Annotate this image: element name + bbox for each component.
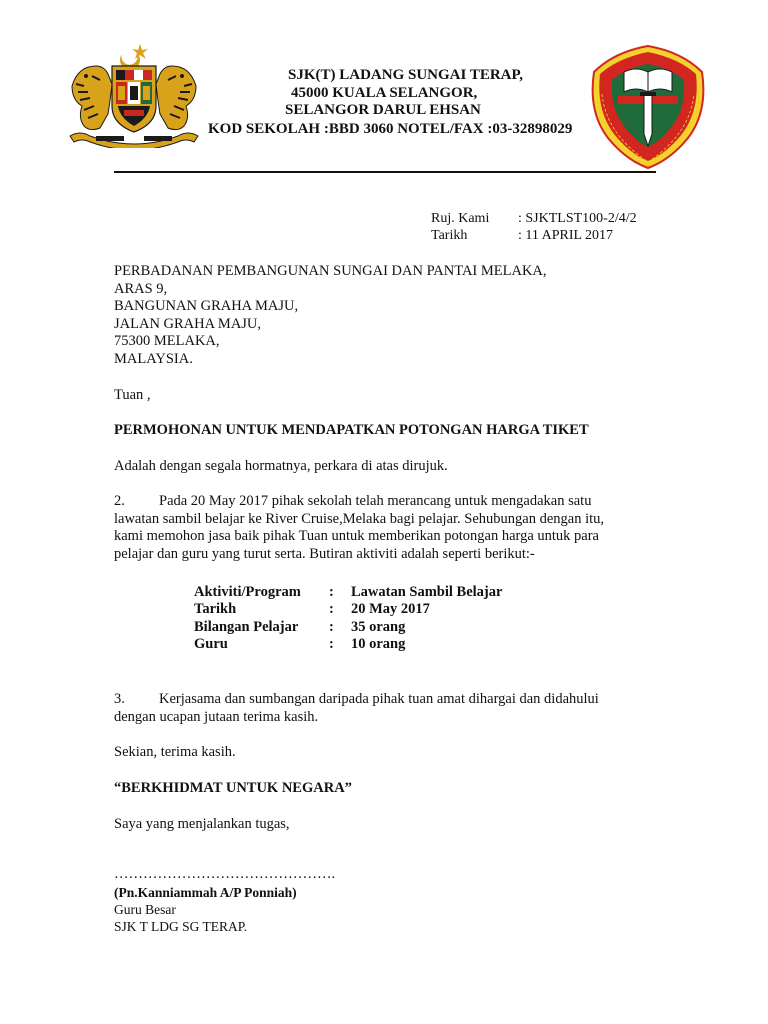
para2-line: pelajar dan guru yang turut serta. Butiran aktiviti adalah seperti berikut:- <box>114 546 535 562</box>
para2-line: kami memohon jasa baik pihak Tuan untuk memberikan potongan harga untuk para <box>114 528 599 544</box>
detail-value: 10 orang <box>351 636 406 652</box>
detail-label: Guru <box>194 636 228 652</box>
school-badge-icon <box>588 42 708 170</box>
ruj-value: : SJKTLST100-2/4/2 <box>518 211 637 226</box>
para2-line: Pada 20 May 2017 pihak sekolah telah merancang untuk mengadakan satu <box>159 493 592 509</box>
signatory-school: SJK T LDG SG TERAP. <box>114 919 248 934</box>
recipient-line: BANGUNAN GRAHA MAJU, <box>114 298 299 314</box>
detail-colon: : <box>329 636 334 652</box>
para2-line: lawatan sambil belajar ke River Cruise,Melaka bagi pelajar. Sehubungan dengan itu, <box>114 511 605 527</box>
para3-line: dengan ucapan jutaan terima kasih. <box>114 709 319 725</box>
school-state: SELANGOR DARUL EHSAN <box>285 102 481 118</box>
coat-of-arms-icon <box>66 40 202 148</box>
header-divider <box>114 171 656 173</box>
detail-colon: : <box>329 601 334 617</box>
ruj-label: Ruj. Kami <box>431 211 490 226</box>
subject-heading: PERMOHONAN UNTUK MENDAPATKAN POTONGAN HARGA TIKET <box>114 422 589 438</box>
detail-label: Aktiviti/Program <box>194 584 301 600</box>
recipient-line: 75300 MELAKA, <box>114 333 220 349</box>
signatory-name: (Pn.Kanniammah A/P Ponniah) <box>114 885 297 900</box>
duty-line: Saya yang menjalankan tugas, <box>114 816 290 832</box>
detail-colon: : <box>329 584 334 600</box>
recipient-line: PERBADANAN PEMBANGUNAN SUNGAI DAN PANTAI MELAKA, <box>114 263 547 279</box>
para2-number: 2. <box>114 493 125 509</box>
tarikh-value: : 11 APRIL 2017 <box>518 228 614 243</box>
motto: “BERKHIDMAT UNTUK NEGARA” <box>114 780 352 796</box>
detail-value: Lawatan Sambil Belajar <box>351 584 503 600</box>
detail-value: 20 May 2017 <box>351 601 430 617</box>
detail-label: Bilangan Pelajar <box>194 619 299 635</box>
salutation: Tuan , <box>114 387 151 403</box>
detail-colon: : <box>329 619 334 635</box>
school-name: SJK(T) LADANG SUNGAI TERAP, <box>288 67 524 83</box>
opening-sentence: Adalah dengan segala hormatnya, perkara di atas dirujuk. <box>114 458 448 474</box>
detail-value: 35 orang <box>351 619 406 635</box>
para3-number: 3. <box>114 691 125 707</box>
closing: Sekian, terima kasih. <box>114 744 236 760</box>
school-code-phone: KOD SEKOLAH :BBD 3060 NOTEL/FAX :03-32898029 <box>208 121 573 137</box>
recipient-line: JALAN GRAHA MAJU, <box>114 316 262 332</box>
para3-line: Kerjasama dan sumbangan daripada pihak tuan amat dihargai dan didahului <box>159 691 599 707</box>
signatory-title: Guru Besar <box>114 902 176 917</box>
school-postcode-city: 45000 KUALA SELANGOR, <box>291 85 478 101</box>
signature-dots: ………………………………………. <box>114 866 336 882</box>
tarikh-label: Tarikh <box>431 228 468 243</box>
recipient-line: ARAS 9, <box>114 281 168 297</box>
detail-label: Tarikh <box>194 601 237 617</box>
recipient-line: MALAYSIA. <box>114 351 193 367</box>
